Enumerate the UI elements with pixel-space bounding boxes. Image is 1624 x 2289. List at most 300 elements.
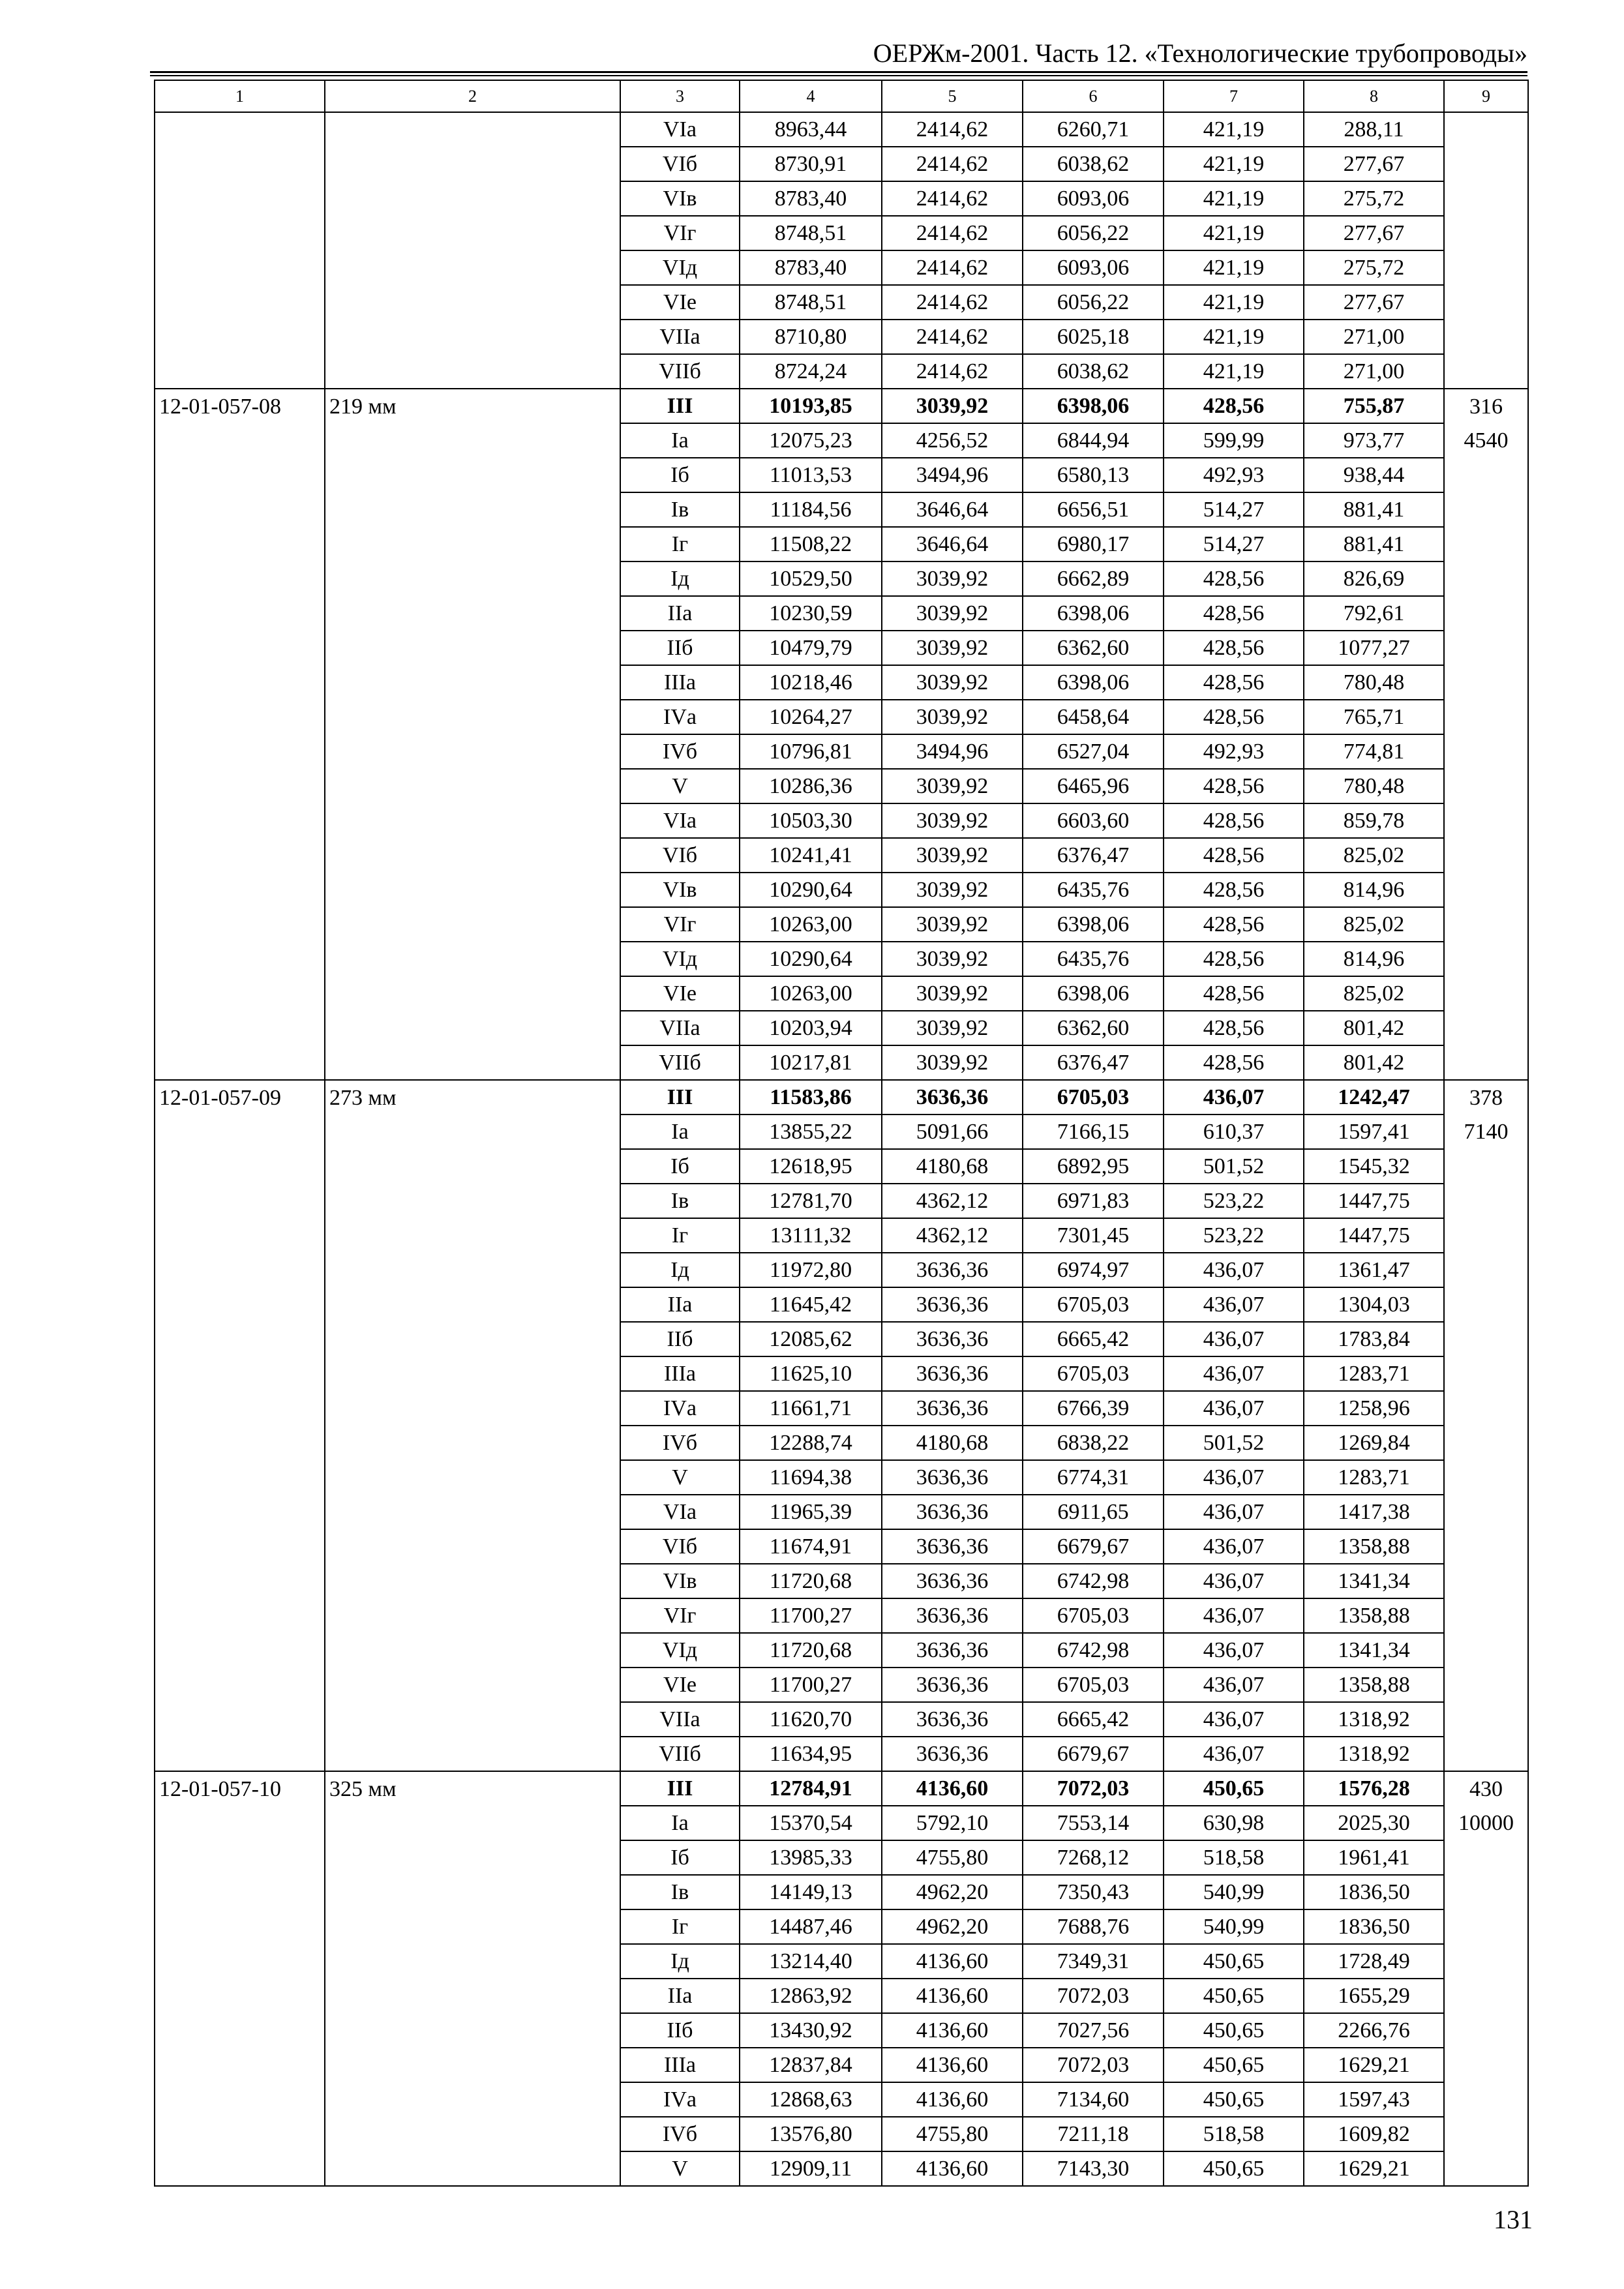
table-row — [155, 1391, 1528, 1426]
value-cell: 1242,47 — [1304, 1080, 1444, 1115]
value-cell: 6911,65 — [1023, 1495, 1164, 1529]
value-cell: 6662,89 — [1023, 561, 1164, 596]
value-cell: 3039,92 — [882, 631, 1023, 665]
value-cell: 4180,68 — [882, 1149, 1023, 1184]
value-cell: 518,58 — [1164, 2117, 1304, 2151]
table-row — [155, 1979, 1528, 2013]
rates-table — [154, 80, 1529, 2187]
value-cell: 6362,60 — [1023, 631, 1164, 665]
value-cell: 6376,47 — [1023, 1045, 1164, 1080]
value-cell: 4136,60 — [882, 1979, 1023, 2013]
size-cell — [325, 492, 620, 527]
value-cell: 7211,18 — [1023, 2117, 1164, 2151]
value-cell: 792,61 — [1304, 596, 1444, 631]
value-cell: 2414,62 — [882, 354, 1023, 389]
category-cell: VIд — [620, 250, 740, 285]
value-cell: 10796,81 — [740, 734, 882, 769]
code-cell — [155, 1633, 325, 1668]
value-cell: 436,07 — [1164, 1287, 1304, 1322]
table-row — [155, 527, 1528, 561]
category-cell: VIа — [620, 112, 740, 147]
table-row — [155, 250, 1528, 285]
table-row — [155, 907, 1528, 942]
category-cell: Iд — [620, 1944, 740, 1979]
value-cell: 275,72 — [1304, 181, 1444, 216]
table-row — [155, 1080, 1528, 1115]
size-cell — [325, 1840, 620, 1875]
note-cell — [1444, 1702, 1528, 1737]
table-row — [155, 1737, 1528, 1771]
value-cell: 2414,62 — [882, 112, 1023, 147]
value-cell: 436,07 — [1164, 1391, 1304, 1426]
value-cell: 428,56 — [1164, 942, 1304, 976]
value-cell: 12784,91 — [740, 1771, 882, 1806]
note-cell — [1444, 1011, 1528, 1045]
size-cell — [325, 2151, 620, 2186]
table-row — [155, 458, 1528, 492]
value-cell: 2414,62 — [882, 147, 1023, 181]
note-cell — [1444, 1495, 1528, 1529]
value-cell: 826,69 — [1304, 561, 1444, 596]
size-cell — [325, 665, 620, 700]
value-cell: 428,56 — [1164, 976, 1304, 1011]
value-cell: 3039,92 — [882, 1045, 1023, 1080]
category-cell: IIIа — [620, 1356, 740, 1391]
value-cell: 8783,40 — [740, 250, 882, 285]
note-cell — [1444, 561, 1528, 596]
value-cell: 436,07 — [1164, 1564, 1304, 1598]
category-cell: VIе — [620, 1668, 740, 1702]
size-cell — [325, 1356, 620, 1391]
value-cell: 428,56 — [1164, 873, 1304, 907]
note-cell — [1444, 1668, 1528, 1702]
value-cell: 3039,92 — [882, 561, 1023, 596]
value-cell: 2025,30 — [1304, 1806, 1444, 1840]
value-cell: 428,56 — [1164, 803, 1304, 838]
value-cell: 8783,40 — [740, 181, 882, 216]
category-cell: IIб — [620, 1322, 740, 1356]
value-cell: 10241,41 — [740, 838, 882, 873]
value-cell: 6580,13 — [1023, 458, 1164, 492]
note-cell — [1444, 458, 1528, 492]
table-row — [155, 1702, 1528, 1737]
value-cell: 436,07 — [1164, 1080, 1304, 1115]
value-cell: 7268,12 — [1023, 1840, 1164, 1875]
category-cell: VIб — [620, 1529, 740, 1564]
size-cell — [325, 527, 620, 561]
category-cell: IVа — [620, 2082, 740, 2117]
value-cell: 275,72 — [1304, 250, 1444, 285]
value-cell: 492,93 — [1164, 458, 1304, 492]
table-row — [155, 181, 1528, 216]
note-cell — [1444, 2151, 1528, 2186]
value-cell: 2414,62 — [882, 181, 1023, 216]
category-cell: Iб — [620, 1840, 740, 1875]
value-cell: 3636,36 — [882, 1633, 1023, 1668]
code-cell — [155, 838, 325, 873]
table-row — [155, 147, 1528, 181]
code-cell: 12-01-057-09 — [155, 1080, 325, 1115]
column-header: 5 — [882, 80, 1023, 112]
value-cell: 428,56 — [1164, 561, 1304, 596]
value-cell: 15370,54 — [740, 1806, 882, 1840]
value-cell: 3039,92 — [882, 838, 1023, 873]
table-row — [155, 2082, 1528, 2117]
value-cell: 13430,92 — [740, 2013, 882, 2048]
value-cell: 6398,06 — [1023, 976, 1164, 1011]
code-cell — [155, 423, 325, 458]
table-row — [155, 1149, 1528, 1184]
size-cell — [325, 976, 620, 1011]
value-cell: 271,00 — [1304, 354, 1444, 389]
value-cell: 6376,47 — [1023, 838, 1164, 873]
table-row — [155, 1322, 1528, 1356]
code-cell — [155, 769, 325, 803]
code-cell — [155, 1944, 325, 1979]
size-cell — [325, 1495, 620, 1529]
table-row — [155, 976, 1528, 1011]
size-cell — [325, 1218, 620, 1253]
table-row — [155, 803, 1528, 838]
value-cell: 4755,80 — [882, 2117, 1023, 2151]
value-cell: 6527,04 — [1023, 734, 1164, 769]
value-cell: 1258,96 — [1304, 1391, 1444, 1426]
value-cell: 428,56 — [1164, 596, 1304, 631]
table-row — [155, 1184, 1528, 1218]
code-cell — [155, 1495, 325, 1529]
column-header: 7 — [1164, 80, 1304, 112]
value-cell: 436,07 — [1164, 1529, 1304, 1564]
category-cell: Iв — [620, 1184, 740, 1218]
table-row — [155, 631, 1528, 665]
note-cell — [1444, 1426, 1528, 1460]
note-cell — [1444, 492, 1528, 527]
note-cell — [1444, 1287, 1528, 1322]
value-cell: 1447,75 — [1304, 1184, 1444, 1218]
size-cell — [325, 147, 620, 181]
size-cell — [325, 1184, 620, 1218]
value-cell: 12863,92 — [740, 1979, 882, 2013]
value-cell: 10286,36 — [740, 769, 882, 803]
value-cell: 10290,64 — [740, 873, 882, 907]
code-cell — [155, 1875, 325, 1909]
size-cell — [325, 1979, 620, 2013]
size-cell — [325, 1149, 620, 1184]
value-cell: 6465,96 — [1023, 769, 1164, 803]
value-cell: 436,07 — [1164, 1322, 1304, 1356]
value-cell: 774,81 — [1304, 734, 1444, 769]
code-cell — [155, 112, 325, 147]
value-cell: 428,56 — [1164, 665, 1304, 700]
value-cell: 780,48 — [1304, 665, 1444, 700]
value-cell: 10203,94 — [740, 1011, 882, 1045]
category-cell: IVа — [620, 700, 740, 734]
size-cell — [325, 1806, 620, 1840]
code-cell — [155, 1253, 325, 1287]
table-row — [155, 2013, 1528, 2048]
value-cell: 6603,60 — [1023, 803, 1164, 838]
size-cell — [325, 2013, 620, 2048]
table-row — [155, 1909, 1528, 1944]
value-cell: 6679,67 — [1023, 1529, 1164, 1564]
value-cell: 1836,50 — [1304, 1909, 1444, 1944]
code-cell — [155, 458, 325, 492]
category-cell: VIIа — [620, 320, 740, 354]
value-cell: 14149,13 — [740, 1875, 882, 1909]
code-cell — [155, 2013, 325, 2048]
value-cell: 501,52 — [1164, 1426, 1304, 1460]
table-row — [155, 596, 1528, 631]
value-cell: 3636,36 — [882, 1322, 1023, 1356]
note-cell — [1444, 320, 1528, 354]
column-header: 6 — [1023, 80, 1164, 112]
value-cell: 13214,40 — [740, 1944, 882, 1979]
size-cell — [325, 1598, 620, 1633]
value-cell: 492,93 — [1164, 734, 1304, 769]
category-cell: IIб — [620, 631, 740, 665]
code-cell — [155, 1011, 325, 1045]
value-cell: 6974,97 — [1023, 1253, 1164, 1287]
value-cell: 4136,60 — [882, 1771, 1023, 1806]
page-number: 131 — [1494, 2205, 1533, 2234]
value-cell: 10503,30 — [740, 803, 882, 838]
value-cell: 421,19 — [1164, 112, 1304, 147]
value-cell: 436,07 — [1164, 1495, 1304, 1529]
value-cell: 814,96 — [1304, 873, 1444, 907]
note-cell: 316 — [1444, 389, 1528, 423]
value-cell: 1417,38 — [1304, 1495, 1444, 1529]
value-cell: 3636,36 — [882, 1356, 1023, 1391]
code-cell — [155, 1840, 325, 1875]
column-header: 9 — [1444, 80, 1528, 112]
value-cell: 7301,45 — [1023, 1218, 1164, 1253]
value-cell: 6260,71 — [1023, 112, 1164, 147]
category-cell: VIв — [620, 1564, 740, 1598]
value-cell: 6398,06 — [1023, 665, 1164, 700]
note-cell — [1444, 1218, 1528, 1253]
size-cell — [325, 1564, 620, 1598]
value-cell: 11700,27 — [740, 1668, 882, 1702]
value-cell: 1077,27 — [1304, 631, 1444, 665]
code-cell — [155, 1909, 325, 1944]
value-cell: 7143,30 — [1023, 2151, 1164, 2186]
value-cell: 7027,56 — [1023, 2013, 1164, 2048]
table-row — [155, 1806, 1528, 1840]
table-row — [155, 838, 1528, 873]
category-cell: VIд — [620, 1633, 740, 1668]
value-cell: 421,19 — [1164, 285, 1304, 320]
table-row — [155, 1875, 1528, 1909]
code-cell — [155, 1979, 325, 2013]
code-cell — [155, 527, 325, 561]
note-cell — [1444, 734, 1528, 769]
value-cell: 1358,88 — [1304, 1529, 1444, 1564]
value-cell: 4755,80 — [882, 1840, 1023, 1875]
code-cell — [155, 942, 325, 976]
value-cell: 4136,60 — [882, 1944, 1023, 1979]
value-cell: 8710,80 — [740, 320, 882, 354]
note-cell — [1444, 2013, 1528, 2048]
column-header: 8 — [1304, 80, 1444, 112]
table-row — [155, 1529, 1528, 1564]
size-cell — [325, 631, 620, 665]
size-cell — [325, 1426, 620, 1460]
value-cell: 6398,06 — [1023, 389, 1164, 423]
value-cell: 6838,22 — [1023, 1426, 1164, 1460]
value-cell: 13855,22 — [740, 1115, 882, 1149]
value-cell: 3636,36 — [882, 1702, 1023, 1737]
value-cell: 780,48 — [1304, 769, 1444, 803]
value-cell: 1629,21 — [1304, 2151, 1444, 2186]
code-cell — [155, 1045, 325, 1080]
code-cell — [155, 1184, 325, 1218]
size-cell — [325, 942, 620, 976]
value-cell: 881,41 — [1304, 527, 1444, 561]
note-cell — [1444, 1322, 1528, 1356]
size-cell — [325, 1909, 620, 1944]
value-cell: 8730,91 — [740, 147, 882, 181]
code-cell — [155, 492, 325, 527]
category-cell: Iа — [620, 423, 740, 458]
value-cell: 3636,36 — [882, 1287, 1023, 1322]
code-cell — [155, 803, 325, 838]
value-cell: 11583,86 — [740, 1080, 882, 1115]
size-cell — [325, 561, 620, 596]
category-cell: VIIб — [620, 354, 740, 389]
value-cell: 973,77 — [1304, 423, 1444, 458]
code-cell — [155, 1806, 325, 1840]
code-cell — [155, 1149, 325, 1184]
code-cell — [155, 976, 325, 1011]
value-cell: 1341,34 — [1304, 1633, 1444, 1668]
table-row — [155, 1115, 1528, 1149]
value-cell: 13576,80 — [740, 2117, 882, 2151]
value-cell: 6980,17 — [1023, 527, 1164, 561]
value-cell: 7072,03 — [1023, 1771, 1164, 1806]
code-cell — [155, 181, 325, 216]
note-cell — [1444, 1149, 1528, 1184]
note-cell — [1444, 1356, 1528, 1391]
size-cell — [325, 1045, 620, 1080]
category-cell: IVб — [620, 1426, 740, 1460]
value-cell: 421,19 — [1164, 216, 1304, 250]
code-cell — [155, 596, 325, 631]
value-cell: 10217,81 — [740, 1045, 882, 1080]
value-cell: 4136,60 — [882, 2151, 1023, 2186]
value-cell: 825,02 — [1304, 976, 1444, 1011]
size-cell — [325, 1322, 620, 1356]
value-cell: 12618,95 — [740, 1149, 882, 1184]
note-cell — [1444, 665, 1528, 700]
value-cell: 8724,24 — [740, 354, 882, 389]
note-cell: 4540 — [1444, 423, 1528, 458]
value-cell: 450,65 — [1164, 1979, 1304, 2013]
table-body — [155, 112, 1528, 2186]
note-cell — [1444, 803, 1528, 838]
value-cell: 436,07 — [1164, 1356, 1304, 1391]
note-cell — [1444, 1391, 1528, 1426]
value-cell: 514,27 — [1164, 527, 1304, 561]
table-row — [155, 492, 1528, 527]
note-cell — [1444, 112, 1528, 147]
value-cell: 450,65 — [1164, 2013, 1304, 2048]
value-cell: 11965,39 — [740, 1495, 882, 1529]
value-cell: 1341,34 — [1304, 1564, 1444, 1598]
table-row — [155, 1495, 1528, 1529]
code-cell: 12-01-057-08 — [155, 389, 325, 423]
note-cell — [1444, 700, 1528, 734]
value-cell: 6665,42 — [1023, 1322, 1164, 1356]
value-cell: 421,19 — [1164, 147, 1304, 181]
note-cell — [1444, 2117, 1528, 2151]
category-cell: VIIб — [620, 1737, 740, 1771]
value-cell: 12288,74 — [740, 1426, 882, 1460]
value-cell: 10193,85 — [740, 389, 882, 423]
value-cell: 1304,03 — [1304, 1287, 1444, 1322]
size-cell — [325, 1633, 620, 1668]
category-cell: V — [620, 769, 740, 803]
value-cell: 755,87 — [1304, 389, 1444, 423]
value-cell: 436,07 — [1164, 1702, 1304, 1737]
value-cell: 3636,36 — [882, 1391, 1023, 1426]
header-rule — [150, 71, 1527, 73]
category-cell: IIIа — [620, 2048, 740, 2082]
category-cell: Iг — [620, 527, 740, 561]
category-cell: VIг — [620, 1598, 740, 1633]
table-row — [155, 1598, 1528, 1633]
category-cell: Iа — [620, 1115, 740, 1149]
value-cell: 428,56 — [1164, 631, 1304, 665]
value-cell: 14487,46 — [740, 1909, 882, 1944]
category-cell: Iв — [620, 492, 740, 527]
table-row — [155, 285, 1528, 320]
category-cell: VIд — [620, 942, 740, 976]
header-rule-thin — [150, 75, 1527, 76]
table-row — [155, 873, 1528, 907]
category-cell: IVа — [620, 1391, 740, 1426]
table-row — [155, 700, 1528, 734]
category-cell: IIIа — [620, 665, 740, 700]
size-cell — [325, 700, 620, 734]
value-cell: 4362,12 — [882, 1184, 1023, 1218]
note-cell: 430 — [1444, 1771, 1528, 1806]
value-cell: 421,19 — [1164, 181, 1304, 216]
value-cell: 1269,84 — [1304, 1426, 1444, 1460]
value-cell: 450,65 — [1164, 1771, 1304, 1806]
size-cell — [325, 838, 620, 873]
size-cell — [325, 285, 620, 320]
size-cell — [325, 423, 620, 458]
value-cell: 11013,53 — [740, 458, 882, 492]
note-cell: 378 — [1444, 1080, 1528, 1115]
value-cell: 3636,36 — [882, 1598, 1023, 1633]
value-cell: 3646,64 — [882, 527, 1023, 561]
table-row — [155, 1668, 1528, 1702]
table-row — [155, 2117, 1528, 2151]
value-cell: 3039,92 — [882, 976, 1023, 1011]
size-cell — [325, 769, 620, 803]
size-cell — [325, 1702, 620, 1737]
value-cell: 859,78 — [1304, 803, 1444, 838]
value-cell: 4256,52 — [882, 423, 1023, 458]
value-cell: 1629,21 — [1304, 2048, 1444, 2082]
value-cell: 6705,03 — [1023, 1668, 1164, 1702]
value-cell: 6398,06 — [1023, 907, 1164, 942]
value-cell: 11720,68 — [740, 1564, 882, 1598]
code-cell — [155, 2151, 325, 2186]
note-cell — [1444, 1944, 1528, 1979]
value-cell: 1576,28 — [1304, 1771, 1444, 1806]
